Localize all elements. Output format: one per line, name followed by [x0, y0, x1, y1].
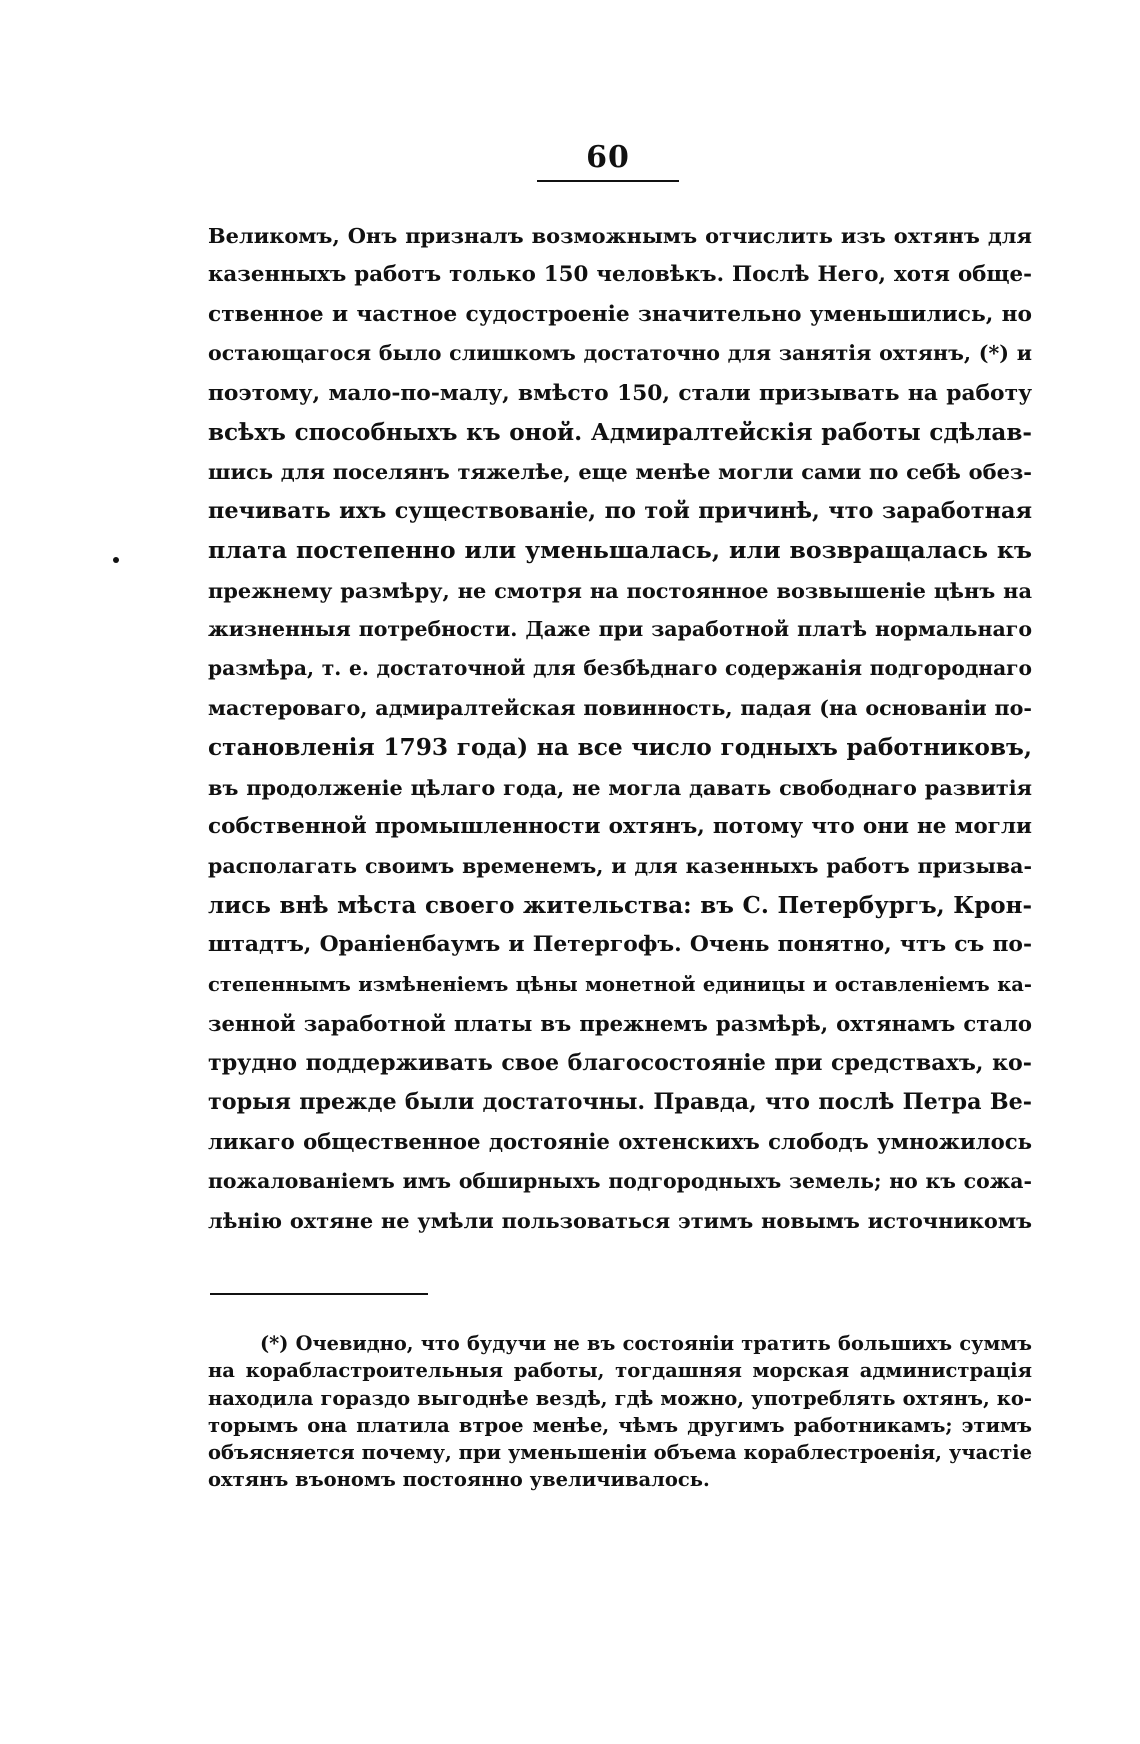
- page-number: 60: [586, 140, 630, 175]
- text-line: располагать своимъ временемъ, и для казенныхъ работъ призыва-: [208, 853, 1032, 878]
- text-line: торыя прежде были достаточны. Правда, что послѣ Петра Ве-: [208, 1088, 1032, 1115]
- text-line: трудно поддерживать свое благосостояніе при средствахъ, ко-: [208, 1049, 1032, 1076]
- text-line: въ продолженіе цѣлаго года, не могла давать свободнаго развитія: [208, 774, 1032, 800]
- main-text: [208, 216, 1032, 1241]
- footnote: [208, 1330, 1032, 1494]
- text-line: пожалованіемъ имъ обширныхъ подгородныхъ земель; но къ сожа-: [208, 1168, 1032, 1193]
- footnote-line: объясняется почему, при уменьшеніи объема кораблестроенія, участіе: [208, 1441, 1032, 1465]
- footnote-line: охтянъ въономъ постоянно увеличивалось.: [208, 1468, 710, 1492]
- text-line: ликаго общественное достояніе охтенскихъ слободъ умножилось: [208, 1129, 1032, 1155]
- text-line: лѣнію охтяне не умѣли пользоваться этимъ новымъ источникомъ: [208, 1208, 1032, 1234]
- text-line: печивать ихъ существованіе, по той причинѣ, что заработная: [208, 497, 1032, 524]
- text-line: прежнему размѣру, не смотря на постоянное возвышеніе цѣнъ на: [208, 577, 1032, 603]
- footnote-separator: [210, 1293, 428, 1295]
- footnote-line: находила гораздо выгоднѣе вездѣ, гдѣ можно, употреблять охтянъ, ко-: [208, 1386, 1032, 1410]
- text-line: казенныхъ работъ только 150 человѣкъ. Послѣ Него, хотя обще-: [208, 262, 1032, 288]
- text-line: шись для поселянъ тяжелѣе, еще менѣе могли сами по себѣ обез-: [208, 459, 1032, 485]
- header-rule: [537, 180, 679, 182]
- footnote-line: на корабластроительныя работы, тогдашняя морская администрація: [208, 1359, 1032, 1383]
- text-line: ственное и частное судостроеніе значительно уменьшились, но: [208, 301, 1032, 327]
- footnote-line: торымъ она платила втрое менѣе, чѣмъ другимъ работникамъ; этимъ: [208, 1413, 1032, 1437]
- text-line: жизненныя потребности. Даже при заработной платѣ нормальнаго: [208, 617, 1032, 642]
- text-line: размѣра, т. е. достаточной для безбѣднаго содержанія подгороднаго: [208, 656, 1032, 681]
- text-line: мастероваго, адмиралтейская повинность, падая (на основаніи по-: [208, 695, 1032, 720]
- footnote-line: (*) Очевидно, что будучи не въ состояніи тратить большихъ суммъ: [260, 1332, 1032, 1355]
- text-line: зенной заработной платы въ прежнемъ размѣрѣ, охтянамъ стало: [208, 1011, 1032, 1037]
- text-line: собственной промышленности охтянъ, потому что они не могли: [208, 814, 1032, 840]
- text-line: штадтъ, Ораніенбаумъ и Петергофъ. Очень понятно, чтъ съ по-: [208, 932, 1032, 958]
- text-line: лись внѣ мѣста своего жительства: въ С. Петербургъ, Крон-: [208, 891, 1032, 919]
- text-line: плата постепенно или уменьшалась, или возвращалась къ: [208, 536, 1032, 565]
- text-line: поэтому, мало-по-малу, вмѣсто 150, стали призывать на работу: [208, 380, 1032, 406]
- text-line: всѣхъ способныхъ къ оной. Адмиралтейскія работы сдѣлав-: [208, 419, 1032, 447]
- page-header: [537, 140, 679, 182]
- text-line: становленія 1793 года) на все число годныхъ работниковъ,: [208, 734, 1032, 762]
- text-line: Великомъ, Онъ призналъ возможнымъ отчислить изъ охтянъ для: [208, 223, 1032, 248]
- margin-mark: [113, 557, 119, 563]
- text-line: степеннымъ измѣненіемъ цѣны монетной единицы и оставленіемъ ка-: [208, 972, 1032, 996]
- text-line: остающагося было слишкомъ достаточно для занятія охтянъ, (*) и: [208, 341, 1032, 366]
